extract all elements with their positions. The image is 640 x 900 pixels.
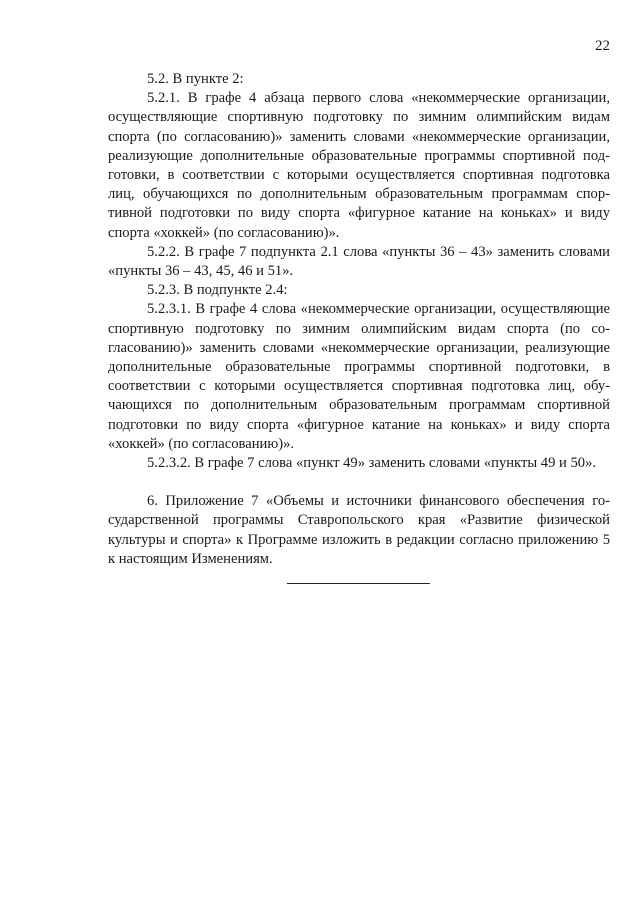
paragraph-5-2-3-2: 5.2.3.2. В графе 7 слова «пункт 49» заменить словами «пункты 49 и 50». xyxy=(147,455,597,472)
paragraph-5-2-3-1: 5.2.3.1. В графе 4 слова «некоммерческие организации, осуществляющие спортивную подготовку по зимним олимпийским видам спорта (по согласованию)» заменить словами «некоммерческие организации, реализующие дополнительные образовательные программы спортивной подготовки, в соответствии с которыми осуществляется спортивная подготовка лиц, обучающихся по дополнительным образовательным программам спортивной подготовки по виду спорта «фигурное катание на коньках» и виду спорта «хоккей» (по согласованию)». xyxy=(108,301,610,452)
paragraph-6: 6. Приложение 7 «Объемы и источники финансового обеспечения государственной программы Ставропольского края «Развитие физической культуры и спорта» к Программе изложить в редакции согласно приложению 5 к настоящим Изменениям. xyxy=(108,493,610,567)
page-number: 22 xyxy=(595,38,610,54)
closing-separator-line xyxy=(287,583,430,584)
paragraph-5-2-3: 5.2.3. В подпункте 2.4: xyxy=(147,282,288,299)
paragraph-5-2-2: 5.2.2. В графе 7 подпункта 2.1 слова «пункты 36 – 43» заменить словами «пункты 36 – 43, 45, 46 и 51». xyxy=(108,243,610,280)
document-body xyxy=(108,70,610,569)
paragraph-5-2-1: 5.2.1. В графе 4 абзаца первого слова «некоммерческие организации, осуществляющие спортивную подготовку по зимним олимпийским видам спорта (по согласованию)» заменить словами «некоммерческие организации, реализующие дополнительные образовательные программы спортивной подготовки, в соответствии с которыми осуществляется спортивная подготовка лиц, обучающихся по дополнительным образовательным программам спортивной подготовки по виду спорта «фигурное катание на коньках» и виду спорта «хоккей» (по согласованию)». xyxy=(108,90,610,241)
paragraph-5-2: 5.2. В пункте 2: xyxy=(147,71,244,87)
